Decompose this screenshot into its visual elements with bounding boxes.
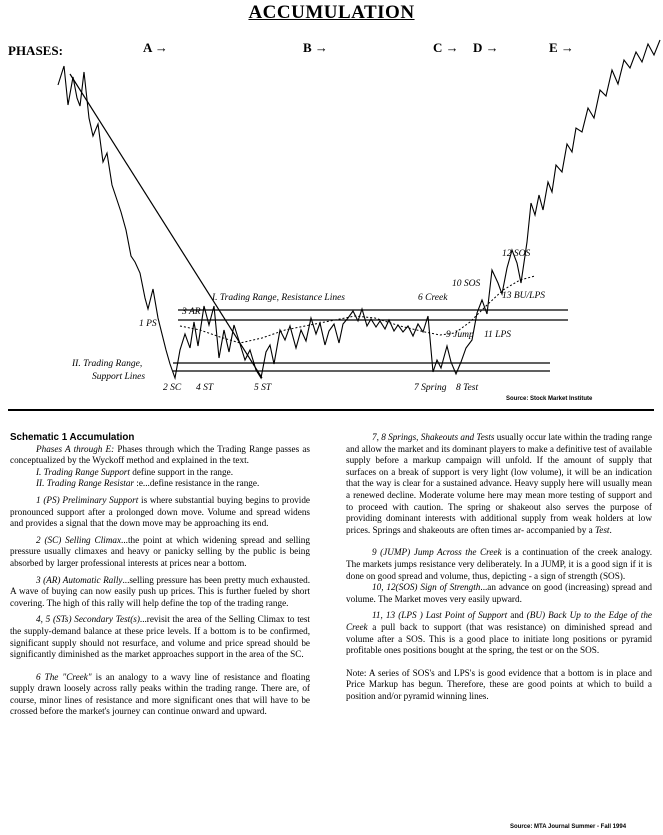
phase-a: A → [143,40,168,55]
label-6-creek: 6 Creek [418,293,448,303]
label-3-ar: 3 AR [182,307,201,317]
label-11-lps: 11 LPS [484,330,512,340]
section-divider [8,409,654,411]
label-5-st: 5 ST [254,383,272,393]
label-support-lines-1: II. Trading Range, [72,359,143,369]
para-9-jump: 9 (JUMP) Jump Across the Creek is a continuation of the creek analogy. The markets jumps resistance very deliberately. In a JUMP, it is a good sign if it is done on good spread and volume, thus, depicting - a sign of strength (SOS). [346,547,652,581]
phases-label: PHASES: [8,43,63,58]
diagram-source: Source: Stock Market Institute [506,396,593,402]
left-column [10,432,310,718]
para-7-8-springs: 7, 8 Springs, Shakeouts and Tests usually occur late within the trading range and allow the market and its dominant players to make a definitive test of available supply before a markup campaign will unfold. If the amount of supply that surfaces on a break of support is very light (low volume), it will be an indication that the way is clear for a sustained advance. Heavy supply here will usually mean a renewed decline. Moderate volume here may mean more testing of support and to proceed with caution. The spring or shakeout also serves the purpose of providing dominant interests with additional supply from weak holders at low prices. Springs and shakeouts are often times ar‐ accompanied by a Test. [346,432,652,535]
label-13-bu-lps: 13 BU/LPS [502,291,546,301]
label-support-lines-2: Support Lines [92,372,146,382]
para-3-ar: 3 (AR) Automatic Rally...selling pressure has been pretty much exhausted. A wave of buying can now easily push up prices. This is further fueled by short covering. The high of this rally will help define the top of the trading range. [10,574,310,608]
phase-b: B → [303,40,328,55]
para-support-def: I. Trading Range Support define support in the range. [36,466,233,477]
label-8-test: 8 Test [456,383,479,393]
para-resistance-def: II. Trading Range Resistar :e...define resistance in the range. [36,478,260,489]
para-11-13-lps: 11, 13 (LPS ) Last Point of Support and (BU) Back Up to the Edge of the Creek a pull back to support (that was resistance) on diminished spread and volume after a SOS. This is a good place to initiate long positions or pyramid profitable ones positions bought at the spring, the test or on the SOS. [346,610,652,656]
section-heading: Schematic 1 Accumulation [10,432,135,443]
para-4-5-st: 4, 5 (STs) Secondary Test(s)...revisit the area of the Selling Climax to test the supply-demand balance at these price levels. If a bottom is to be confirmed, significant supply should not resurface, and volume and price spread should be significantly diminished as the market approaches support in the area of the SC. [10,614,310,660]
phase-d: D → [473,40,499,55]
page-title: ACCUMULATION [248,2,415,23]
label-7-spring: 7 Spring [414,383,447,393]
accumulation-schematic [0,0,663,405]
right-column [346,432,652,702]
label-9-jump: 9 Jump [446,330,474,340]
journal-source: Source: MTA Journal Summer - Fall 1994 [510,824,627,830]
phase-e: E → [549,40,574,55]
phase-c: C → [433,40,459,55]
para-2-sc: 2 (SC) Selling Climax...the point at which widening spread and selling pressure usually climaxes and heavy or panicky selling by the public is being absorbed by larger professional interests at prices near a bottom. [10,534,310,568]
label-12-sos: 12 SOS [502,249,531,259]
para-phases: Phases A through E: Phases through which the Trading Range passes as conceptualized by the Wyckoff method and explained in the text. [10,443,310,466]
para-10-12-sos: 10, 12(SOS) Sign of Strength...an advance on good (increasing) spread and volume. The Market moves very easily upward. [346,582,653,604]
label-2-sc: 2 SC [163,383,182,393]
label-resistance-lines: I. Trading Range, Resistance Lines [212,293,345,303]
note: Note: A series of SOS's and LPS's is good evidence that a bottom is in place and Price Markup has begun. Therefore, these are good points at which to build a position and/or pyramid winning lines. [346,667,652,701]
label-1-ps: 1 PS [139,319,157,329]
para-1-ps: 1 (PS) Preliminary Support is where substantial buying begins to provide pronounced support after a prolonged down move. Volume and spread widens and provides a signal that the down move may be approaching its end. [10,494,311,529]
label-4-st: 4 ST [196,383,214,393]
downtrend-line [70,74,262,378]
para-6-creek: 6 The "Creek" is an analogy to a wavy line of resistance and floating supply drawn loosely across rally peaks within the trading range. There are, of course, minor lines of resistance and more significant ones that will have to be crossed before the market's journey can continue onward and upward. [10,671,311,717]
label-10-sos: 10 SOS [452,279,481,289]
